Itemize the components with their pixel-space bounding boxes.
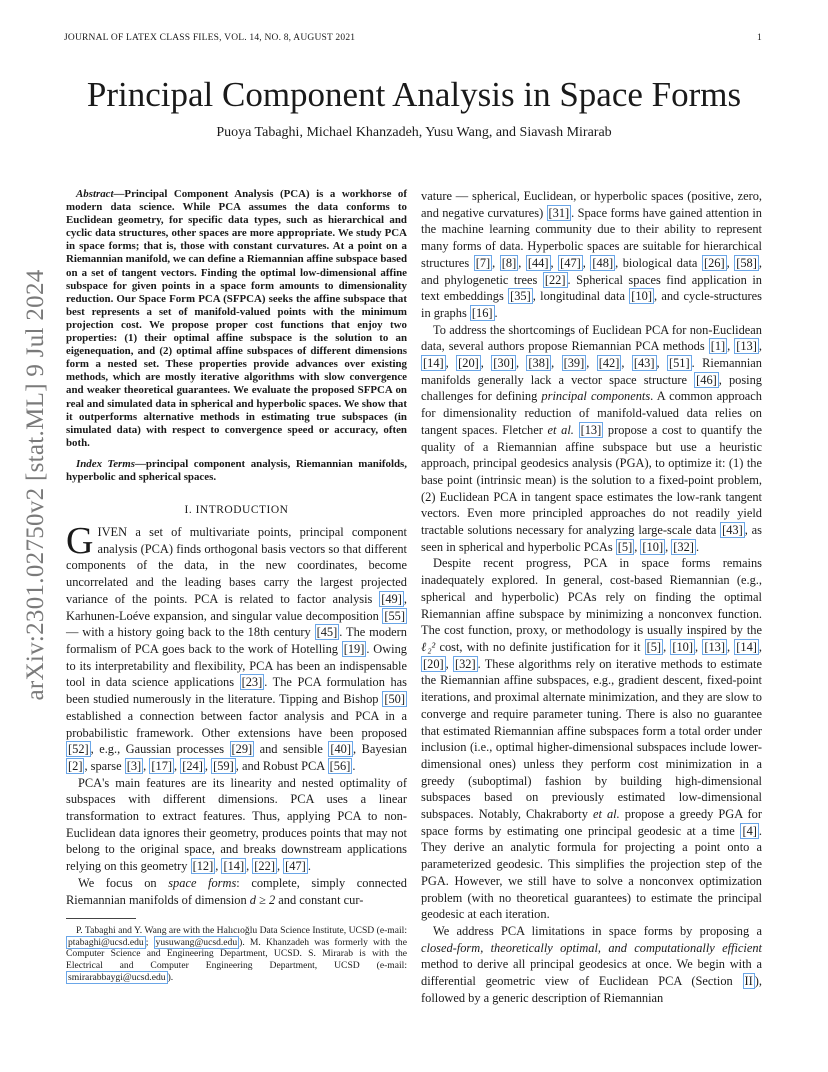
page-number: 1	[757, 33, 762, 43]
citation-link[interactable]: [32]	[454, 656, 476, 671]
text-run: We address PCA limitations in space forms by proposing a	[433, 923, 762, 938]
arxiv-identifier: arXiv:2301.02750v2 [stat.ML] 9 Jul 2024	[22, 269, 49, 701]
math-inline: ℓ₂²	[421, 639, 436, 654]
text-run: ,	[276, 859, 284, 874]
paragraph	[421, 188, 762, 322]
citation-link[interactable]: [17]	[151, 758, 173, 773]
citation-link[interactable]: [22]	[254, 859, 275, 874]
text-run: and sensible	[254, 742, 329, 757]
text-run: method to derive all principal geodesics at once. We begin with a differential geometric view of Euclidean PCA (Section	[421, 957, 762, 989]
citation-link[interactable]: [30]	[493, 356, 514, 371]
citation-link[interactable]: [59]	[213, 758, 234, 773]
text-run: To address the shortcomings of Euclidean PCA for non-Euclidean data, several authors propose Riemannian PCA methods	[421, 322, 762, 354]
paragraph	[66, 875, 407, 908]
paragraph	[421, 923, 762, 1007]
section-link[interactable]: II	[744, 974, 753, 989]
text-run: ,	[663, 639, 671, 654]
left-column	[66, 188, 407, 983]
text-run: , e.g., Gaussian processes	[90, 742, 230, 757]
citation-link[interactable]: [42]	[598, 356, 620, 371]
footnote-divider	[66, 918, 136, 919]
text-run: ,	[665, 539, 672, 554]
text-run: Despite recent progress, PCA in space forms remains inadequately explored. In general, cost-based Riemannian (e.g., spherical and hyperbolic) PCAs rely on finding the optimal Riemannian affine subspace by minimizing a nonconvex function. The cost function, proxy, or methodology is usually inspired by the	[421, 556, 762, 638]
text-run: , and Robust PCA	[235, 758, 328, 773]
author-list: Puoya Tabaghi, Michael Khanzadeh, Yusu Wang, and Siavash Mirarab	[216, 125, 612, 140]
citation-link[interactable]: [13]	[580, 422, 602, 437]
index-terms-label: Index Terms	[76, 457, 135, 470]
text-run: , longitudinal data	[532, 289, 630, 304]
text-run: ,	[246, 859, 253, 874]
citation-link[interactable]: [49]	[381, 591, 402, 606]
text-run: ,	[215, 859, 222, 874]
text-run: .	[307, 859, 311, 874]
citation-link[interactable]: [43]	[722, 523, 743, 538]
text-run: . Space forms have gained attention in the machine learning community due to their ability to represent many forms of data. Hyperbolic spaces are suitable for hierarchical structures	[421, 205, 762, 270]
paragraph	[421, 555, 762, 922]
text-run: ,	[726, 255, 735, 270]
text-run: , and phylogenetic trees	[421, 255, 762, 287]
arxiv-stamp	[8, 269, 64, 701]
citation-link[interactable]: [20]	[458, 356, 479, 371]
paragraph	[66, 520, 407, 775]
text-run: ).	[167, 971, 174, 983]
math-inline: d ≥ 2	[249, 892, 276, 907]
citation-link[interactable]: [12]	[192, 859, 214, 874]
text-run: P. Tabaghi and Y. Wang are with the Halıcıoğlu Data Science Institute, UCSD (e-mail:	[76, 925, 407, 937]
citation-link[interactable]: [1]	[710, 339, 726, 354]
emphasis: space forms	[168, 875, 237, 890]
text-run: ;	[145, 936, 154, 948]
text-run: .	[494, 305, 498, 320]
text-run: . A common approach for dimensionality reduction of manifold-valued data relies on tangent spaces. Fletcher	[421, 389, 762, 437]
citation-link[interactable]: [14]	[223, 859, 245, 874]
text-run: ,	[515, 356, 527, 371]
text-run: ,	[758, 339, 762, 354]
text-run: ). M. Khanzadeh was formerly with the Computer Science and Engineering Department, UCSD. S. Mirarab is with the Electrical and Computer Engineering Department, UCSD (e-mail:	[66, 936, 407, 972]
citation-link[interactable]: [46]	[696, 372, 717, 387]
abstract-text: —Principal Component Analysis (PCA) is a workhorse of modern data science. While PCA assumes the data conforms to Euclidean geometry, for specific data types, such as hierarchical and cyclic data structures, other spaces are more appropriate. We study PCA in space forms; that is, those with constant curvatures. At a point on a Riemannian manifold, we can define a Riemannian affine subspace based on a set of tangent vectors. Finding the optimal low-dimensional affine subspace for given points in a space form amounts to dimensionality reduction. Our Space Form PCA (SFPCA) seeks the affine subspace that best represents a set of manifold-valued points with the minimum projection cost. We propose proper cost functions that enjoy two properties: (1) their optimal affine subspace is the solution to an eigenequation, and (2) optimal affine subspaces of different dimensions form a nested set. These properties provide advances over existing methods, which are mostly iterative algorithms with slow convergence and weaker theoretical guarantees. We evaluate the proposed SFPCA on real and simulated data in spherical and hyperbolic spaces. We show that it outperforms alternative methods in estimating true subspaces (in simulated data) with respect to convergence speed or accuracy, often both.	[66, 188, 407, 449]
citation-link[interactable]: [35]	[510, 289, 531, 304]
text-run: , as seen in spherical and hyperbolic PCAs	[421, 523, 762, 554]
text-run: ,	[445, 656, 453, 671]
email-link[interactable]: yusuwang@ucsd.edu	[155, 936, 238, 948]
text-run: ,	[518, 255, 526, 270]
paragraph	[66, 775, 407, 875]
text-run: . Owing to its interpretability and flexibility, PCA has been an indispensable tool in data science applications	[66, 641, 407, 690]
citation-link[interactable]: [13]	[704, 639, 725, 654]
text-run: PCA's main features are its linearity and nested optimality of subspaces with different dimensions. PCA uses a linear transformation to extract features. Thus, applying PCA to non-Euclidean data ignores their geometry, produces points that may not belong to the original space, and breaks downstream applications relying on this geometry	[66, 775, 407, 874]
text-run: ,	[204, 758, 212, 773]
index-terms	[66, 458, 407, 484]
text-run: ,	[586, 356, 597, 371]
index-terms-text: —principal component analysis, Riemannian manifolds, hyperbolic and spherical spaces.	[66, 457, 407, 483]
text-run: ,	[695, 639, 703, 654]
text-run: ,	[480, 356, 492, 371]
paper-title: Principal Component Analysis in Space Forms	[86, 75, 742, 114]
citation-link[interactable]: [58]	[736, 255, 757, 270]
text-run: ,	[656, 356, 667, 371]
citation-link[interactable]: [10]	[642, 539, 664, 554]
citation-link[interactable]: [16]	[471, 305, 493, 320]
citation-link[interactable]: [45]	[316, 625, 338, 640]
text-run: . The PCA formulation has been studied numerously in the literature. Tipping and Bishop	[66, 675, 407, 707]
text-run: ,	[143, 758, 150, 773]
text-run: ,	[492, 255, 500, 270]
citation-link[interactable]: [47]	[285, 859, 306, 874]
citation-link[interactable]: [2]	[68, 758, 83, 773]
citation-link[interactable]: [55]	[384, 608, 405, 623]
text-run: . They derive an analytic formula for projecting a point onto a parameterized geodesic. This simplifies the projection step of the PGA. However, we still have to solve a nonconvex optimization problem (with no theoretical guarantees) to estimate the principal geodesic at each iteration.	[421, 823, 762, 922]
citation-link[interactable]: [50]	[384, 692, 405, 707]
text-run: ,	[445, 356, 457, 371]
citation-link[interactable]: [39]	[563, 356, 585, 371]
citation-link[interactable]: [19]	[343, 641, 365, 656]
text-run: ,	[621, 356, 632, 371]
text-run: ,	[551, 356, 562, 371]
text-run: .	[695, 539, 700, 554]
text-run: cost, with no definite justification for it	[435, 639, 645, 654]
text-run: , Karhunen-Loéve expansion, and singular value decomposition	[66, 591, 407, 623]
citation-link[interactable]: [5]	[646, 639, 662, 654]
text-run: . These algorithms rely on iterative methods to estimate the Riemannian affine subspaces, e.g., gradient descent, fixed-point iterations, and proximal alternate minimization, and they are slow to converge and require parameter tuning. There is also no guarantee that estimated Riemannian affine subspaces form a total order under inclusion (i.e., optimal higher-dimensional subspaces include lower-dimensional ones) unless they perform cost minimization in a greedy (suboptimal) fashion by building high-dimensional subspaces based on previously estimated low-dimensional subspaces. Notably, Chakraborty	[421, 656, 762, 822]
text-run: , biological data	[615, 255, 702, 270]
text-run: , Bayesian	[353, 742, 407, 757]
text-run: , and cycle-structures in graphs	[421, 289, 762, 320]
citation-link[interactable]: [52]	[68, 742, 89, 757]
text-run: . The modern formalism of PCA goes back to the work of Hotelling	[66, 625, 407, 656]
citation-link[interactable]: [29]	[231, 742, 253, 757]
citation-link[interactable]: [24]	[182, 758, 203, 773]
text-run: vature — spherical, Euclidean, or hyperbolic spaces (positive, zero, and negative curvatures)	[421, 189, 762, 220]
emphasis: closed-form, theoretically optimal, and computationally efficient	[421, 940, 762, 955]
text-run: ,	[726, 639, 735, 654]
citation-link[interactable]: [14]	[736, 639, 757, 654]
citation-link[interactable]: [32]	[673, 539, 694, 554]
section-heading	[66, 504, 407, 516]
citation-link[interactable]: [51]	[668, 356, 690, 371]
citation-link[interactable]: [44]	[527, 255, 549, 270]
text-run: ,	[174, 758, 181, 773]
text-run: ,	[634, 539, 641, 554]
text-run: ), followed by a generic description of Riemannian	[421, 974, 762, 1005]
emphasis: et al.	[547, 422, 574, 437]
text-run: We focus on	[78, 875, 169, 890]
right-column	[421, 188, 762, 1006]
email-link[interactable]: smirarabbaygi@ucsd.edu	[68, 971, 166, 983]
citation-link[interactable]: [8]	[501, 255, 517, 270]
citation-link[interactable]: [22]	[544, 272, 566, 287]
abstract-label: Abstract	[76, 188, 114, 200]
text-run: established a connection between factor analysis and PCA in a probabilistic framework. Other extensions have been proposed	[66, 708, 407, 740]
text-run: and constant cur-	[275, 892, 364, 907]
citation-link[interactable]: [47]	[560, 255, 581, 270]
citation-link[interactable]: [26]	[703, 255, 725, 270]
text-run: . Spherical spaces find application in text embeddings	[421, 272, 762, 304]
citation-link[interactable]: [56]	[329, 758, 351, 773]
text-run: propose a cost to quantify the quality of a Riemannian affine subspace but use a heuristic approach, principal geodesics analysis (PGA), to optimize it: (1) the base point (intrinsic mean) is the solution to a fixed-point problem, (2) Euclidean PCA in tangent space estimates the low-rank tangent vectors. Even more principled approaches do not readily yield tractable solutions necessary for analyzing large-scale data	[421, 422, 763, 538]
journal-name: JOURNAL OF LATEX CLASS FILES, VOL. 14, NO. 8, AUGUST 2021	[64, 33, 356, 43]
text-run: propose a greedy PGA for space forms by estimating one principal geodesic at a time	[421, 807, 762, 838]
citation-link[interactable]: [20]	[423, 656, 444, 671]
citation-link[interactable]: [3]	[126, 758, 142, 773]
text-run: — with a history going back to the 18th century	[66, 625, 315, 640]
text-run	[574, 423, 579, 437]
citation-link[interactable]: [10]	[631, 289, 652, 304]
author-footnote	[66, 925, 407, 983]
citation-link[interactable]: [7]	[475, 255, 491, 270]
text-run: . Riemannian manifolds generally lack a vector space structure	[421, 356, 762, 387]
paragraph	[421, 322, 762, 556]
text-run: ,	[727, 339, 735, 354]
emphasis: principal components	[541, 389, 651, 404]
citation-link[interactable]: [5]	[617, 539, 633, 554]
text-run: IVEN a set of multivariate points, principal component analysis (PCA) finds orthogonal basis vectors so that different components of the data, in the new coordinates, become uncorrelated and the leading bases carry the largest projected variance of the points. PCA is related to factor analysis	[66, 525, 407, 606]
text-run: , sparse	[84, 758, 125, 773]
text-run: ,	[758, 639, 763, 654]
emphasis: et al.	[592, 807, 620, 822]
text-run: : complete, simply connected Riemannian manifolds of dimension	[66, 875, 407, 907]
section-number: I.	[184, 504, 193, 517]
text-run: .	[352, 758, 356, 773]
citation-link[interactable]: [48]	[592, 255, 614, 270]
citation-link[interactable]: [4]	[742, 823, 757, 838]
citation-link[interactable]: [10]	[672, 639, 694, 654]
email-link[interactable]: ptabaghi@ucsd.edu	[68, 936, 144, 948]
citation-link[interactable]: [38]	[528, 356, 550, 371]
citation-link[interactable]: [23]	[241, 675, 263, 690]
text-run: ,	[550, 255, 559, 270]
left-body-text	[66, 520, 407, 908]
citation-link[interactable]: [31]	[548, 205, 570, 220]
text-run: , posing challenges for defining	[421, 372, 762, 404]
citation-link[interactable]: [14]	[423, 356, 444, 371]
text-run: ,	[582, 255, 591, 270]
drop-cap: G	[66, 520, 94, 563]
section-title: INTRODUCTION	[195, 504, 289, 517]
citation-link[interactable]: [40]	[330, 742, 352, 757]
abstract	[66, 188, 407, 450]
citation-link[interactable]: [13]	[736, 339, 757, 354]
citation-link[interactable]: [43]	[633, 356, 655, 371]
